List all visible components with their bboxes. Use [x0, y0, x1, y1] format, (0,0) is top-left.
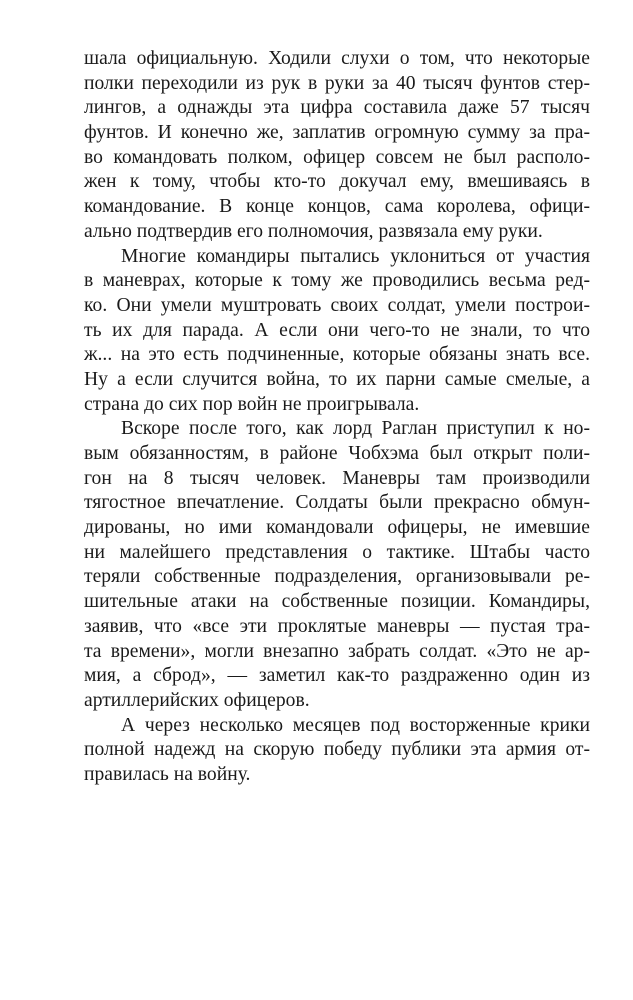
- text-line: Многие командиры пытались уклониться от участия: [121, 245, 590, 267]
- text-line: А через несколько месяцев под восторженные крики: [121, 714, 590, 736]
- text-line: Вскоре после того, как лорд Раглан приступил к но-: [121, 418, 590, 440]
- text-line: гон на 8 тысяч человек. Маневры там производили: [84, 467, 590, 489]
- text-line: дированы, но ими командовали офицеры, не имевшие: [84, 517, 590, 539]
- text-line: ально подтвердив его полномочия, развязала ему руки.: [84, 220, 543, 242]
- page-text: [84, 47, 590, 788]
- text-line: Ну а если случится война, то их парни самые смелые, а: [84, 368, 590, 390]
- text-line: полной надежд на скорую победу публики эта армия от-: [84, 739, 590, 761]
- text-line: страна до сих пор войн не проигрывала.: [84, 393, 420, 415]
- paragraph-3: [84, 417, 590, 713]
- text-line: тягостное впечатление. Солдаты были прекрасно обмун-: [84, 492, 590, 514]
- text-line: правилась на войну.: [84, 763, 251, 785]
- text-line: фунтов. И конечно же, заплатив огромную сумму за пра-: [84, 122, 590, 144]
- text-line: вым обязанностям, в районе Чобхэма был открыт поли-: [84, 443, 590, 464]
- paragraph-4: [84, 714, 590, 788]
- text-line: в маневрах, которые к тому же проводились весьма ред-: [84, 270, 590, 292]
- text-line: ж... на это есть подчиненные, которые обязаны знать все.: [84, 344, 590, 366]
- text-line: командование. В конце концов, сама королева, офици-: [84, 196, 590, 218]
- text-line: артиллерийских офицеров.: [84, 689, 310, 711]
- text-line: ни малейшего представления о тактике. Штабы часто: [84, 541, 590, 563]
- text-line: жен к тому, чтобы кто-то докучал ему, вмешиваясь в: [84, 171, 590, 193]
- text-line: лингов, а однажды эта цифра составила даже 57 тысяч: [84, 97, 590, 119]
- text-line: теряли собственные подразделения, организовывали ре-: [84, 566, 590, 588]
- text-line: ть их для парада. А если они чего-то не знали, то что: [84, 319, 590, 341]
- text-line: та времени», могли внезапно забрать солдат. «Это не ар-: [84, 640, 590, 662]
- text-line: во командовать полком, офицер совсем не был располо-: [84, 146, 590, 168]
- text-line: заявив, что «все эти проклятые маневры — пустая тра-: [84, 615, 590, 637]
- text-line: ко. Они умели муштровать своих солдат, умели построи-: [84, 294, 590, 316]
- text-line: полки переходили из рук в руки за 40 тысяч фунтов стер-: [84, 72, 590, 94]
- paragraph-2: [84, 245, 590, 418]
- paragraph-1: [84, 47, 590, 245]
- text-line: шала официальную. Ходили слухи о том, что некоторые: [84, 48, 590, 69]
- text-line: шительные атаки на собственные позиции. Командиры,: [84, 591, 590, 613]
- text-line: мия, а сброд», — заметил как-то раздраженно один из: [84, 665, 590, 687]
